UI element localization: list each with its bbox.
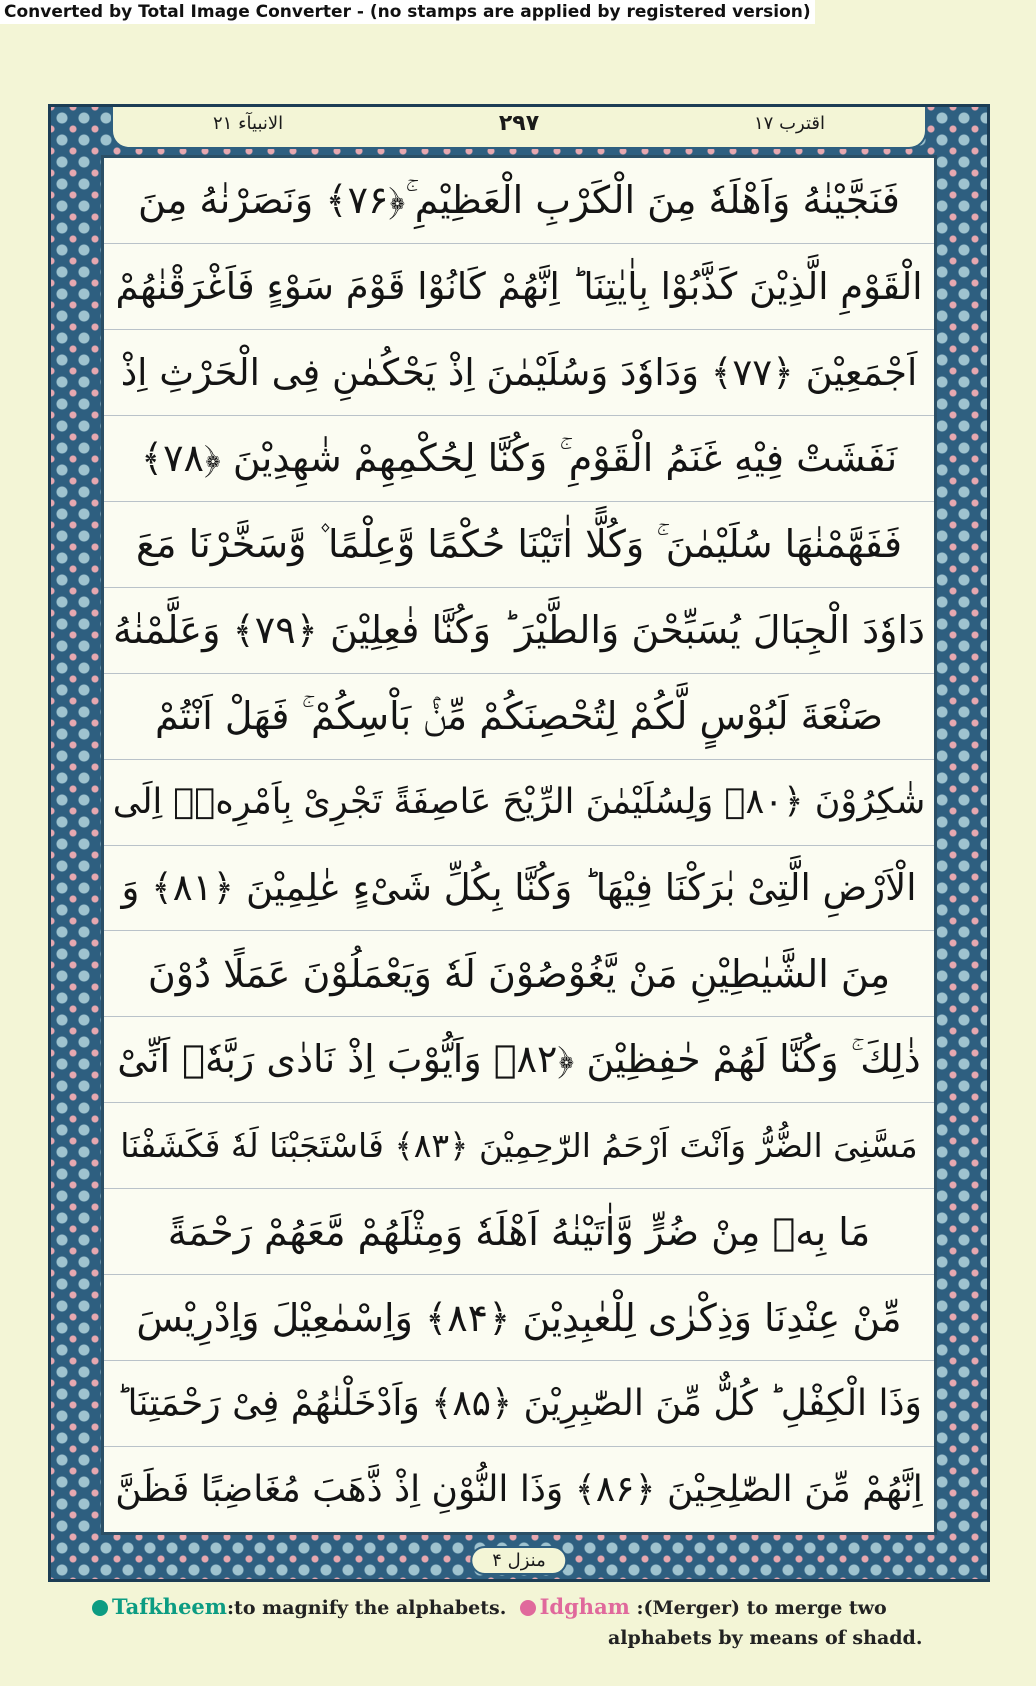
text-line-7: صَنْعَةَ لَبُوْسٍ لَّكُمْ لِتُحْصِنَكُمْ مِّنْۢ بَاْسِكُمْ ۚ فَهَلْ اَنْتُمْ: [104, 674, 934, 760]
legend-line-2: alphabets by means of shadd.: [608, 1627, 923, 1649]
tajweed-legend: [92, 1592, 992, 1653]
tafkheem-description: :to magnify the alphabets.: [227, 1597, 507, 1619]
text-line-6: دَاوٗدَ الْجِبَالَ یُسَبِّحْنَ وَالطَّیْرَ ؕ وَكُنَّا فٰعِلِیْنَ ﴿۷۹﴾ وَعَلَّمْنٰهُ: [104, 588, 934, 674]
text-line-11: ذٰلِكَ ۚ وَكُنَّا لَهُمْ حٰفِظِیْنَ ﴿۸۲﴾ وَاَیُّوْبَ اِذْ نَادٰی رَبَّهٗۤ اَنِّیْ: [104, 1017, 934, 1103]
text-line-16: اِنَّهُمْ مِّنَ الصّٰلِحِیْنَ ﴿۸۶﴾ وَذَا النُّوْنِ اِذْ ذَّهَبَ مُغَاضِبًا فَظَنَّ: [115, 1469, 923, 1511]
text-line-5: فَفَهَّمْنٰهَا سُلَیْمٰنَ ۚ وَكُلًّا اٰتَیْنَا حُكْمًا وَّعِلْمًا ۫ وَّسَخَّرْنَا مَعَ: [104, 502, 934, 588]
text-line-14: مِّنْ عِنْدِنَا وَذِكْرٰی لِلْعٰبِدِیْنَ ﴿۸۴﴾ وَاِسْمٰعِیْلَ وَاِدْرِیْسَ: [104, 1275, 934, 1361]
manzil-label: منزل ۴: [470, 1546, 567, 1575]
surah-name-label: الانبیآء ۲۱: [213, 113, 284, 134]
text-line-4: نَفَشَتْ فِیْهِ غَنَمُ الْقَوْمِ ۚ وَكُنَّا لِحُكْمِهِمْ شٰهِدِیْنَ ﴿۷۸﴾: [104, 416, 934, 502]
juz-name-label: اقترب ۱۷: [754, 113, 825, 134]
text-line-13: مَا بِهٖ مِنْ ضُرٍّ وَّاٰتَیْنٰهُ اَهْلَهٗ وَمِثْلَهُمْ مَّعَهُمْ رَحْمَةً: [104, 1189, 934, 1275]
page-header: [111, 107, 927, 149]
legend-line-1: [92, 1592, 992, 1623]
text-line-15: وَذَا الْكِفْلِ ؕ كُلٌّ مِّنَ الصّٰبِرِیْنَ ﴿۸۵﴾ وَاَدْخَلْنٰهُمْ فِیْ رَحْمَتِنَا ؕ: [104, 1361, 934, 1447]
text-line-8: شٰكِرُوْنَ ﴿۸۰﴾ وَلِسُلَیْمٰنَ الرِّیْحَ عَاصِفَةً تَجْرِیْ بِاَمْرِهٖۤ اِلَى: [104, 760, 934, 846]
page-number: ۲۹۷: [483, 111, 555, 136]
decorative-page-border: [48, 104, 990, 1582]
idgham-flower-icon: [520, 1600, 536, 1616]
tafkheem-flower-icon: [92, 1600, 108, 1616]
text-line-3: اَجْمَعِیْنَ ﴿۷۷﴾ وَدَاوٗدَ وَسُلَیْمٰنَ اِذْ یَحْكُمٰنِ فِی الْحَرْثِ اِذْ: [104, 330, 934, 416]
tafkheem-term: Tafkheem: [112, 1594, 228, 1619]
text-line-12: مَسَّنِیَ الضُّرُّ وَاَنْتَ اَرْحَمُ الرّٰحِمِیْنَ ﴿۸۳﴾ فَاسْتَجَبْنَا لَهٗ فَكَشَفْنَا: [104, 1103, 934, 1189]
text-line-2: الْقَوْمِ الَّذِیْنَ كَذَّبُوْا بِاٰیٰتِنَا ؕ اِنَّهُمْ كَانُوْا قَوْمَ سَوْءٍ فَاَغْرَقْنٰهُمْ: [104, 244, 934, 330]
idgham-description: :(Merger) to merge two: [636, 1597, 887, 1619]
text-line-10: مِنَ الشَّیٰطِیْنِ مَنْ یَّغُوْصُوْنَ لَهٗ وَیَعْمَلُوْنَ عَمَلًا دُوْنَ: [104, 931, 934, 1017]
quran-text-panel: [101, 155, 937, 1535]
text-line-1: فَنَجَّیْنٰهُ وَاَهْلَهٗ مِنَ الْكَرْبِ الْعَظِیْمِ ۚ﴿۷۶﴾ وَنَصَرْنٰهُ مِنَ: [104, 158, 934, 244]
idgham-term: Idgham: [539, 1594, 630, 1619]
text-line-9: الْاَرْضِ الَّتِیْ بٰرَكْنَا فِیْهَا ؕ وَكُنَّا بِكُلِّ شَیْءٍ عٰلِمِیْنَ ﴿۸۱﴾ وَ: [104, 846, 934, 932]
converter-watermark: Converted by Total Image Converter - (no stamps are applied by registered version): [0, 0, 815, 24]
